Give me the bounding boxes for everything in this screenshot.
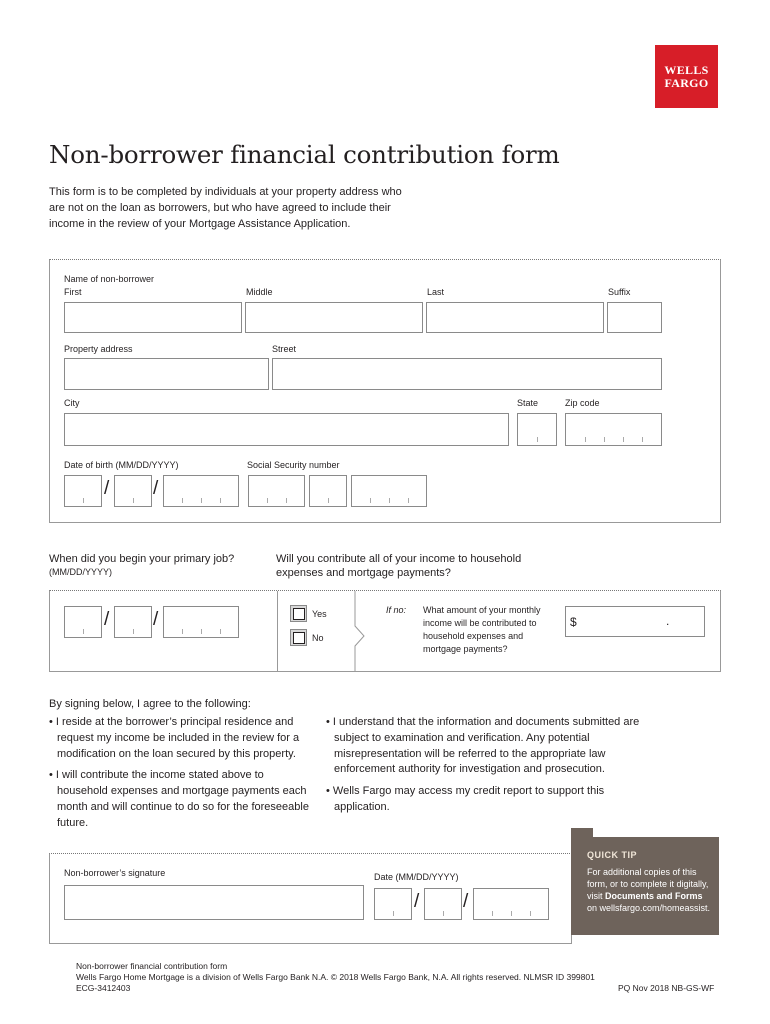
quick-tip-heading: QUICK TIP [587,850,638,860]
footer-legal: Wells Fargo Home Mortgage is a division of Wells Fargo Bank N.A. © 2018 Wells Fargo Bank, N.A. All rights reserved. NLMSR ID 399801 [76,972,595,982]
logo-line-2: FARGO [664,75,709,90]
suffix-label: Suffix [608,287,631,297]
job-question: When did you begin your primary job? [49,553,235,565]
dob-label: Date of birth (MM/DD/YYYY) [64,460,179,470]
ssn-part1-input[interactable] [248,475,305,507]
street-input[interactable] [272,358,662,390]
dob-month-input[interactable] [64,475,102,507]
dob-slash-2: / [153,478,159,499]
no-label: No [312,633,324,643]
quick-tip-text-end: on wellsfargo.com/homeassist. [587,903,711,913]
ssn-label: Social Security number [247,460,340,470]
agreement-heading: By signing below, I agree to the following: [49,698,251,710]
first-label: First [64,287,82,297]
job-slash-1: / [104,609,110,630]
name-section [49,259,721,523]
sig-day-input[interactable] [424,888,462,920]
footer-code: PQ Nov 2018 NB-GS-WF [618,983,715,993]
last-name-input[interactable] [426,302,604,333]
first-name-input[interactable] [64,302,242,333]
middle-label: Middle [246,287,273,297]
tab-notch [571,828,719,838]
state-label: State [517,398,539,408]
sig-year-input[interactable] [473,888,549,920]
job-day-input[interactable] [114,606,152,638]
if-no-label: If no: [386,605,407,615]
job-year-input[interactable] [163,606,239,638]
quick-tip-text-start: For additional copies of this form, or to complete it digitally, visit [587,867,709,901]
state-input[interactable] [517,413,557,446]
chevron-right-icon [354,591,368,671]
list-item: • Wells Fargo may access my credit report to support this application. [326,785,605,813]
amount-question: What amount of your monthly income will be contributed to household expenses and mortgage payments? [423,605,541,654]
documents-forms-link[interactable]: Documents and Forms [605,891,703,901]
job-month-input[interactable] [64,606,102,638]
yes-label: Yes [312,609,327,619]
name-heading: Name of non-borrower [64,274,155,284]
sig-slash-1: / [414,891,420,912]
left-bullet-list [49,715,317,832]
divider [277,591,278,671]
dob-day-input[interactable] [114,475,152,507]
suffix-input[interactable] [607,302,662,333]
contribute-question: Will you contribute all of your income to household expenses and mortgage payments? [276,553,522,579]
ssn-part3-input[interactable] [351,475,427,507]
zip-input[interactable] [565,413,662,446]
yes-checkbox[interactable] [290,605,307,622]
dob-year-input[interactable] [163,475,239,507]
job-date-section [49,590,721,672]
property-address-input[interactable] [64,358,269,390]
dollar-sign: $ [570,615,577,629]
zip-label: Zip code [565,398,600,408]
list-item: • I understand that the information and documents submitted are subject to examination and verification. Any potential misrepresentation will be referred to the appropriate law enforcement authority for investigation and prosecution. [326,716,640,776]
job-slash-2: / [153,609,159,630]
signature-label: Non-borrower’s signature [64,868,166,878]
signature-input[interactable] [64,885,364,920]
page-title: Non-borrower financial contribution form [49,140,560,169]
decimal-point: . [666,614,670,628]
list-item: • I reside at the borrower’s principal residence and request my income be included in the review for a modification on the loan secured by this property. [49,716,300,760]
property-address-label: Property address [64,344,133,354]
quick-tip-text [587,866,712,914]
intro-text: This form is to be completed by individuals at your property address who are not on the loan as borrowers, but who have agreed to include their income in the review of your Mortgage Assistance Application. [49,186,402,230]
footer-form-name: Non-borrower financial contribution form [76,961,228,971]
no-checkbox[interactable] [290,629,307,646]
sig-slash-2: / [463,891,469,912]
ssn-part2-input[interactable] [309,475,347,507]
list-item: • I will contribute the income stated above to household expenses and mortgage payments each month and will continue to do so for the foreseeable future. [49,769,309,829]
wells-fargo-logo [655,45,718,108]
dob-slash-1: / [104,478,110,499]
street-label: Street [272,344,297,354]
sig-month-input[interactable] [374,888,412,920]
signature-section [49,853,572,944]
signature-date-label: Date (MM/DD/YYYY) [374,872,459,882]
right-bullet-list [326,715,641,816]
quick-tip-box [571,837,719,935]
job-format: (MM/DD/YYYY) [49,567,112,577]
amount-input[interactable] [565,606,705,637]
footer-ecg: ECG-3412403 [76,983,131,993]
logo-line-1: WELLS [664,62,709,77]
city-label: City [64,398,80,408]
middle-name-input[interactable] [245,302,423,333]
city-input[interactable] [64,413,509,446]
last-label: Last [427,287,445,297]
